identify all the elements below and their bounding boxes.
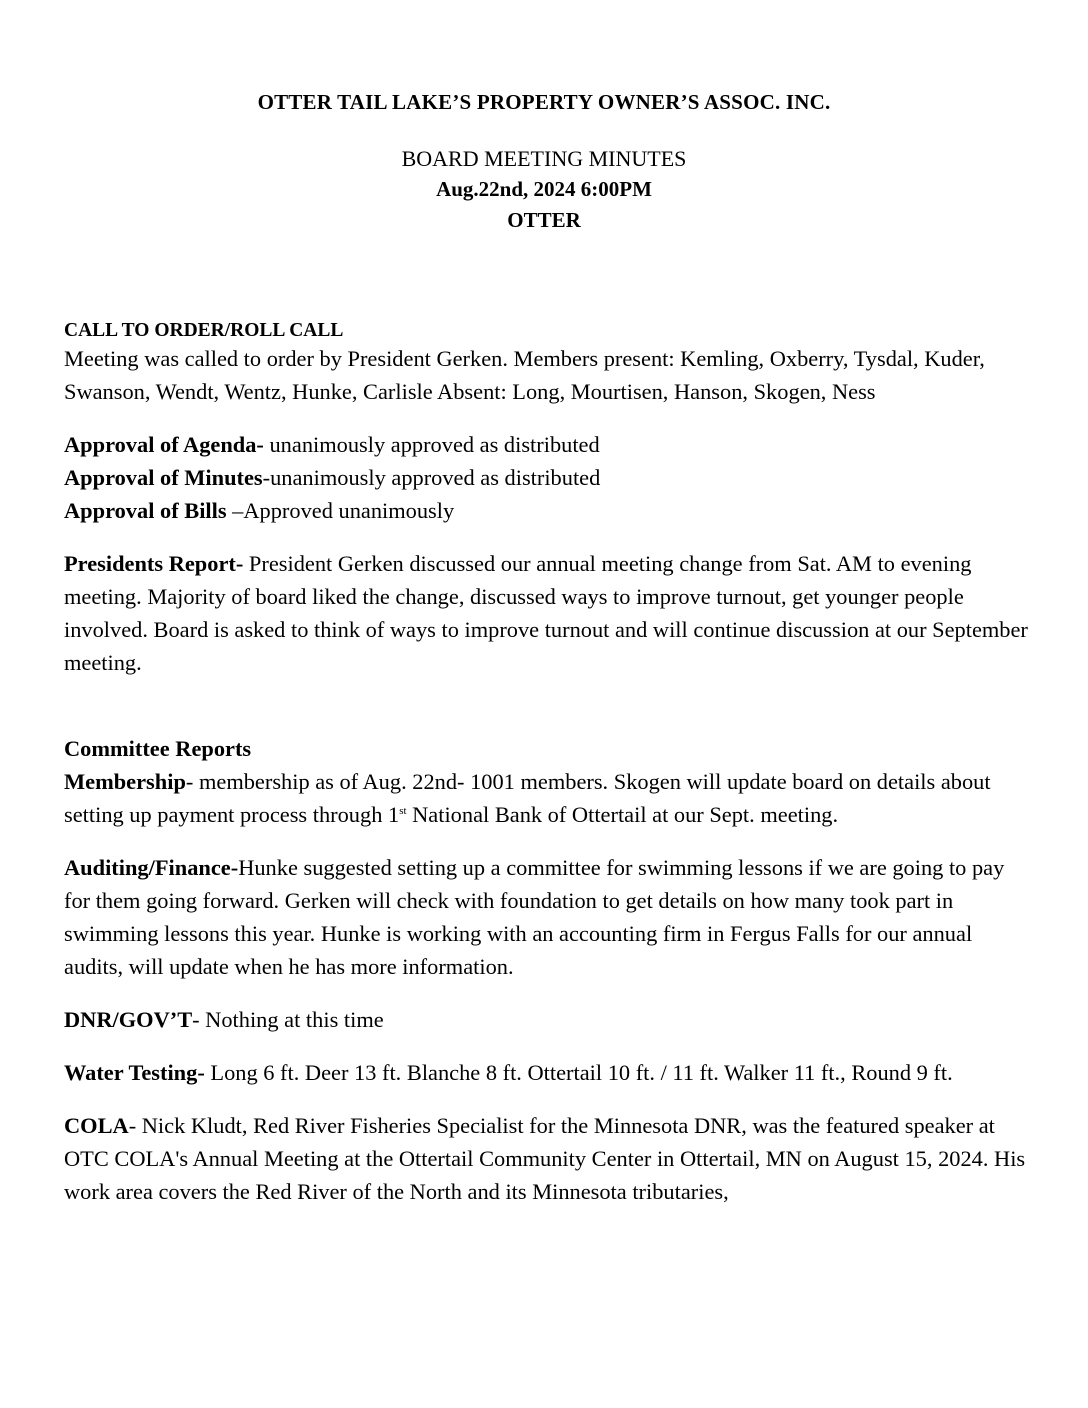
approval-minutes	[64, 461, 1034, 494]
auditing-report	[64, 851, 1034, 983]
approval-bills-text: –Approved unanimously	[226, 498, 455, 523]
water-testing-report	[64, 1056, 1034, 1089]
minutes-body	[64, 320, 1034, 1208]
meeting-location: OTTER	[507, 208, 581, 232]
membership-text-after: National Bank of Ottertail at our Sept. meeting.	[406, 802, 839, 827]
approvals-section	[64, 428, 1034, 527]
membership-superscript: st	[399, 805, 407, 817]
auditing-text: Hunke suggested setting up a committee for swimming lessons if we are going to pay for them going forward. Gerken will check with foundation to get details on how many took part in swimming lessons this year. Hunke is working with an accounting firm in Fergus Falls for our annual audits, will update when he has more information.	[64, 855, 1005, 979]
dnr-label: DNR/GOV’T	[64, 1007, 193, 1032]
call-to-order-text: Meeting was called to order by President Gerken. Members present: Kemling, Oxberry, Tysdal, Kuder, Swanson, Wendt, Wentz, Hunke, Carlisle Absent: Long, Mourtisen, Hanson, Skogen, Ness	[64, 346, 985, 404]
approval-minutes-text: -unanimously approved as distributed	[262, 465, 601, 490]
committee-reports-heading	[64, 732, 1034, 765]
presidents-report	[64, 547, 1034, 679]
membership-report	[64, 765, 1034, 831]
dnr-text: - Nothing at this time	[192, 1007, 384, 1032]
cola-report	[64, 1109, 1034, 1208]
membership-text-before: - membership as of Aug. 22nd- 1001 members. Skogen will update board on details about setting up payment process through 1	[64, 769, 991, 827]
water-testing-label: Water Testing-	[64, 1060, 205, 1085]
auditing-label: Auditing/Finance-	[64, 855, 239, 880]
presidents-report-label: Presidents Report-	[64, 551, 244, 576]
call-to-order-heading: CALL TO ORDER/ROLL CALL	[64, 320, 344, 341]
dnr-report	[64, 1003, 1034, 1036]
membership-label: Membership	[64, 769, 186, 794]
approval-minutes-label: Approval of Minutes	[64, 465, 263, 490]
approval-agenda-text: unanimously approved as distributed	[263, 432, 600, 457]
approval-agenda	[64, 428, 1034, 461]
cola-label: COLA	[64, 1113, 129, 1138]
cola-text: - Nick Kludt, Red River Fisheries Specialist for the Minnesota DNR, was the featured speaker at OTC COLA's Annual Meeting at the Ottertail Community Center in Ottertail, MN on August 15, 2024. His work area covers the Red River of the North and its Minnesota tributaries,	[64, 1113, 1026, 1204]
meeting-date-time: Aug.22nd, 2024 6:00PM	[436, 177, 652, 201]
committee-reports-heading-text: Committee Reports	[64, 736, 252, 761]
approval-bills-label: Approval of Bills	[64, 498, 227, 523]
approval-agenda-label: Approval of Agenda-	[64, 432, 264, 457]
approval-bills	[64, 494, 1034, 527]
organization-name: OTTER TAIL LAKE’S PROPERTY OWNER’S ASSOC. INC.	[257, 90, 831, 114]
document-title: BOARD MEETING MINUTES	[401, 146, 687, 171]
presidents-report-text: President Gerken discussed our annual meeting change from Sat. AM to evening meeting. Majority of board liked the change, discussed ways to improve turnout, get younger people involved. Board is asked to think of ways to improve turnout and will continue discussion at our September meeting.	[64, 551, 1028, 675]
water-testing-text: Long 6 ft. Deer 13 ft. Blanche 8 ft. Ottertail 10 ft. / 11 ft. Walker 11 ft., Round 9 ft.	[204, 1060, 953, 1085]
